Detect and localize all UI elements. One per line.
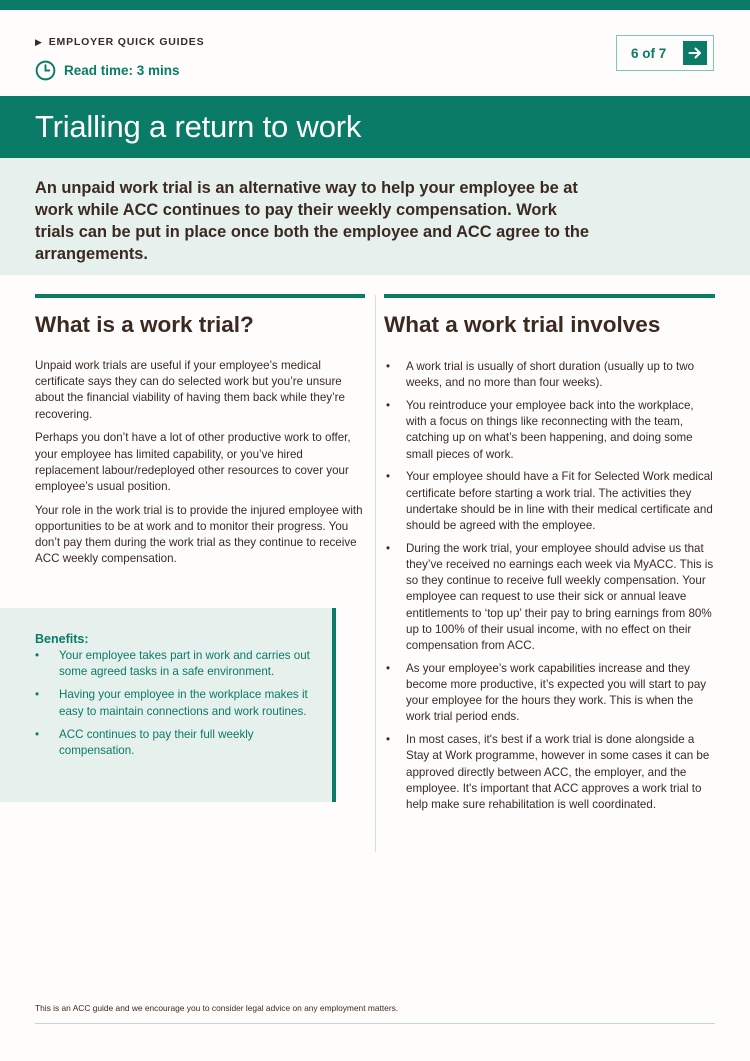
read-time-text: Read time: 3 mins — [64, 63, 180, 78]
paragraph: Perhaps you don’t have a lot of other productive work to offer, your employee has limited capability, or you’ve hired replacement labour/redeployed other resources to cover your employee’s usual position. — [35, 431, 351, 493]
clock-icon — [35, 60, 56, 81]
footer-note: This is an ACC guide and we encourage you to consider legal advice on any employment matters. — [35, 1003, 399, 1013]
left-column-rule — [35, 294, 365, 298]
list-item: • Your employee takes part in work and carries out some agreed tasks in a safe environment. — [35, 648, 318, 680]
list-item: • As your employee’s work capabilities increase and they become more productive, it’s expected you will start to pay your employee for the hours they work. This is when the work trial period ends. — [384, 661, 716, 726]
series-label-text: EMPLOYER QUICK GUIDES — [48, 36, 205, 48]
footer-rule — [35, 1023, 715, 1024]
next-page-button[interactable] — [683, 41, 707, 65]
benefits-box — [0, 608, 336, 802]
benefits-heading: Benefits: — [35, 632, 89, 646]
series-label — [35, 36, 204, 48]
list-item: • During the work trial, your employee should advise us that they’ve received no earnings each week via MyACC. This is so they continue to receive full weekly compensation. Your employee can request to use their sick or annual leave entitlements to ‘top up’ their pay to bring earnings from 80% up to 100% of their usual income, with no effect on their compensation from ACC. — [384, 541, 716, 654]
left-column-heading: What is a work trial? — [35, 312, 254, 337]
list-item: • You reintroduce your employee back into the workplace, with a focus on things like reconnecting with the team, catching up on what’s been happening, and doing some small pieces of work. — [384, 398, 716, 463]
read-time — [35, 60, 180, 81]
list-item: • Your employee should have a Fit for Selected Work medical certificate before starting a work trial. The activities they undertake should be in line with their medical certificate and should be agreed with the employee. — [384, 469, 716, 534]
list-item: • ACC continues to pay their full weekly compensation. — [35, 727, 318, 759]
right-column-heading: What a work trial involves — [384, 312, 661, 337]
top-accent-band — [0, 0, 750, 10]
page-indicator-text: 6 of 7 — [631, 45, 667, 61]
right-column-rule — [384, 294, 715, 298]
work-trial-list — [384, 359, 716, 813]
right-column-body — [384, 359, 716, 820]
list-item: • A work trial is usually of short duration (usually up to two weeks, and no more than four weeks). — [384, 359, 716, 391]
intro-band — [0, 158, 750, 275]
play-triangle-icon: ▶ — [35, 36, 43, 47]
column-divider — [375, 295, 376, 852]
left-column-body — [35, 358, 367, 575]
page-indicator — [616, 35, 714, 71]
intro-text: An unpaid work trial is an alternative way to help your employee be at work while ACC continues to pay their weekly compensation. Work trials can be put in place once both the employee and ACC agree to the arrangements. — [35, 179, 590, 263]
list-item: • In most cases, it's best if a work trial is done alongside a Stay at Work programme, however in some cases it can be approved directly between ACC, the employer, and the employee. It's important that ACC approves a work trial to help make sure rehabilitation is well coordinated. — [384, 732, 716, 813]
arrow-right-icon — [688, 46, 702, 60]
paragraph: Unpaid work trials are useful if your employee’s medical certificate says they can do selected work but you’re unsure about the financial viability of having them back while they’re recovering. — [35, 359, 345, 421]
benefits-list — [35, 648, 318, 759]
page-title: Trialling a return to work — [35, 109, 362, 144]
title-band — [0, 96, 750, 158]
list-item: • Having your employee in the workplace makes it easy to maintain connections and work routines. — [35, 687, 318, 719]
paragraph: Your role in the work trial is to provide the injured employee with opportunities to be at work and to monitor their progress. You don’t pay them during the work trial as they continue to receive ACC weekly compensation. — [35, 503, 363, 566]
